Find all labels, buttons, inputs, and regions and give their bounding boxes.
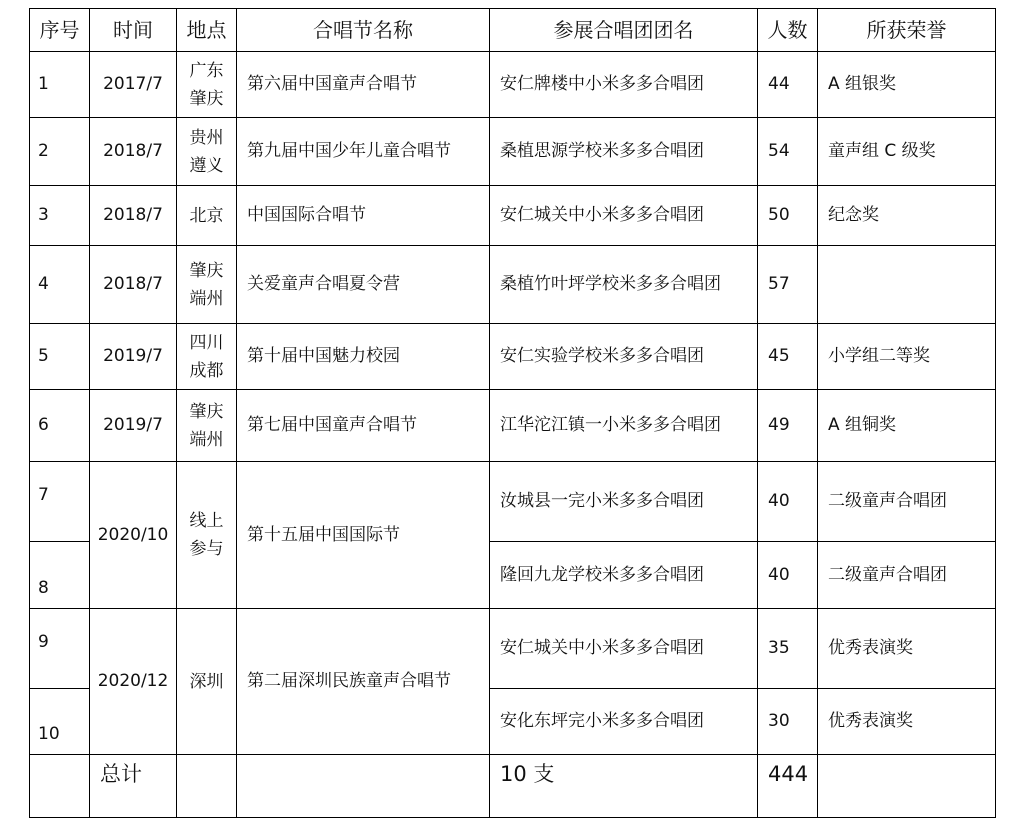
cell-festival: 第十五届中国国际节 xyxy=(237,462,490,609)
cell-index: 4 xyxy=(30,246,90,324)
cell-honor xyxy=(818,755,996,818)
cell-place: 肇庆 端州 xyxy=(177,390,237,462)
cell-count: 57 xyxy=(758,246,818,324)
table-row xyxy=(30,390,996,462)
header-row xyxy=(30,9,996,52)
table-row xyxy=(30,246,996,324)
cell-time: 2018/7 xyxy=(90,118,177,186)
cell-index: 2 xyxy=(30,118,90,186)
cell-place: 广东 肇庆 xyxy=(177,52,237,118)
cell-index: 3 xyxy=(30,186,90,246)
cell-index: 9 xyxy=(30,609,90,689)
cell-time: 2020/12 xyxy=(90,609,177,755)
cell-honor: 优秀表演奖 xyxy=(818,689,996,755)
cell-count: 45 xyxy=(758,324,818,390)
cell-honor: A 组银奖 xyxy=(818,52,996,118)
cell-festival: 中国国际合唱节 xyxy=(237,186,490,246)
cell-festival: 关爱童声合唱夏令营 xyxy=(237,246,490,324)
table-row xyxy=(30,118,996,186)
cell-honor: 二级童声合唱团 xyxy=(818,542,996,609)
header-honor: 所获荣誉 xyxy=(818,9,996,52)
cell-place: 线上 参与 xyxy=(177,462,237,609)
cell-index: 8 xyxy=(30,542,90,609)
cell-index: 5 xyxy=(30,324,90,390)
table-row xyxy=(30,609,996,689)
cell-honor: 童声组 C 级奖 xyxy=(818,118,996,186)
table-row xyxy=(30,52,996,118)
cell-index: 1 xyxy=(30,52,90,118)
cell-festival: 第十届中国魅力校园 xyxy=(237,324,490,390)
cell-place: 深圳 xyxy=(177,609,237,755)
cell-honor: 二级童声合唱团 xyxy=(818,462,996,542)
cell-count: 40 xyxy=(758,542,818,609)
total-count: 444 xyxy=(758,755,818,818)
table-row xyxy=(30,462,996,542)
cell-choir: 安仁牌楼中小米多多合唱团 xyxy=(490,52,758,118)
total-teams: 10 支 xyxy=(490,755,758,818)
header-index: 序号 xyxy=(30,9,90,52)
cell-honor: 纪念奖 xyxy=(818,186,996,246)
cell-time: 2018/7 xyxy=(90,246,177,324)
total-row xyxy=(30,755,996,818)
header-place: 地点 xyxy=(177,9,237,52)
cell-choir: 桑植竹叶坪学校米多多合唱团 xyxy=(490,246,758,324)
table-row xyxy=(30,324,996,390)
cell-honor: A 组铜奖 xyxy=(818,390,996,462)
header-count: 人数 xyxy=(758,9,818,52)
cell-time: 2019/7 xyxy=(90,324,177,390)
cell-festival: 第九届中国少年儿童合唱节 xyxy=(237,118,490,186)
cell-choir: 隆回九龙学校米多多合唱团 xyxy=(490,542,758,609)
cell-choir: 江华沱江镇一小米多多合唱团 xyxy=(490,390,758,462)
cell-festival: 第六届中国童声合唱节 xyxy=(237,52,490,118)
cell-count: 30 xyxy=(758,689,818,755)
cell-time: 2020/10 xyxy=(90,462,177,609)
cell-count: 44 xyxy=(758,52,818,118)
header-time: 时间 xyxy=(90,9,177,52)
cell-index xyxy=(30,755,90,818)
cell-index: 7 xyxy=(30,462,90,542)
cell-count: 49 xyxy=(758,390,818,462)
cell-choir: 安仁城关中小米多多合唱团 xyxy=(490,609,758,689)
cell-count: 35 xyxy=(758,609,818,689)
cell-index: 10 xyxy=(30,689,90,755)
cell-place: 肇庆 端州 xyxy=(177,246,237,324)
choir-festival-table xyxy=(29,8,996,818)
cell-time: 2018/7 xyxy=(90,186,177,246)
cell-time: 2019/7 xyxy=(90,390,177,462)
cell-honor: 小学组二等奖 xyxy=(818,324,996,390)
header-festival: 合唱节名称 xyxy=(237,9,490,52)
cell-time: 2017/7 xyxy=(90,52,177,118)
cell-festival xyxy=(237,755,490,818)
cell-count: 50 xyxy=(758,186,818,246)
cell-choir: 安仁实验学校米多多合唱团 xyxy=(490,324,758,390)
cell-count: 40 xyxy=(758,462,818,542)
cell-choir: 安化东坪完小米多多合唱团 xyxy=(490,689,758,755)
cell-place xyxy=(177,755,237,818)
cell-festival: 第七届中国童声合唱节 xyxy=(237,390,490,462)
cell-choir: 安仁城关中小米多多合唱团 xyxy=(490,186,758,246)
cell-choir: 汝城县一完小米多多合唱团 xyxy=(490,462,758,542)
cell-place: 四川 成都 xyxy=(177,324,237,390)
header-choir: 参展合唱团团名 xyxy=(490,9,758,52)
cell-honor: 优秀表演奖 xyxy=(818,609,996,689)
table-row xyxy=(30,186,996,246)
cell-index: 6 xyxy=(30,390,90,462)
total-label: 总计 xyxy=(90,755,177,818)
cell-honor xyxy=(818,246,996,324)
cell-place: 北京 xyxy=(177,186,237,246)
cell-count: 54 xyxy=(758,118,818,186)
cell-place: 贵州 遵义 xyxy=(177,118,237,186)
cell-festival: 第二届深圳民族童声合唱节 xyxy=(237,609,490,755)
cell-choir: 桑植思源学校米多多合唱团 xyxy=(490,118,758,186)
